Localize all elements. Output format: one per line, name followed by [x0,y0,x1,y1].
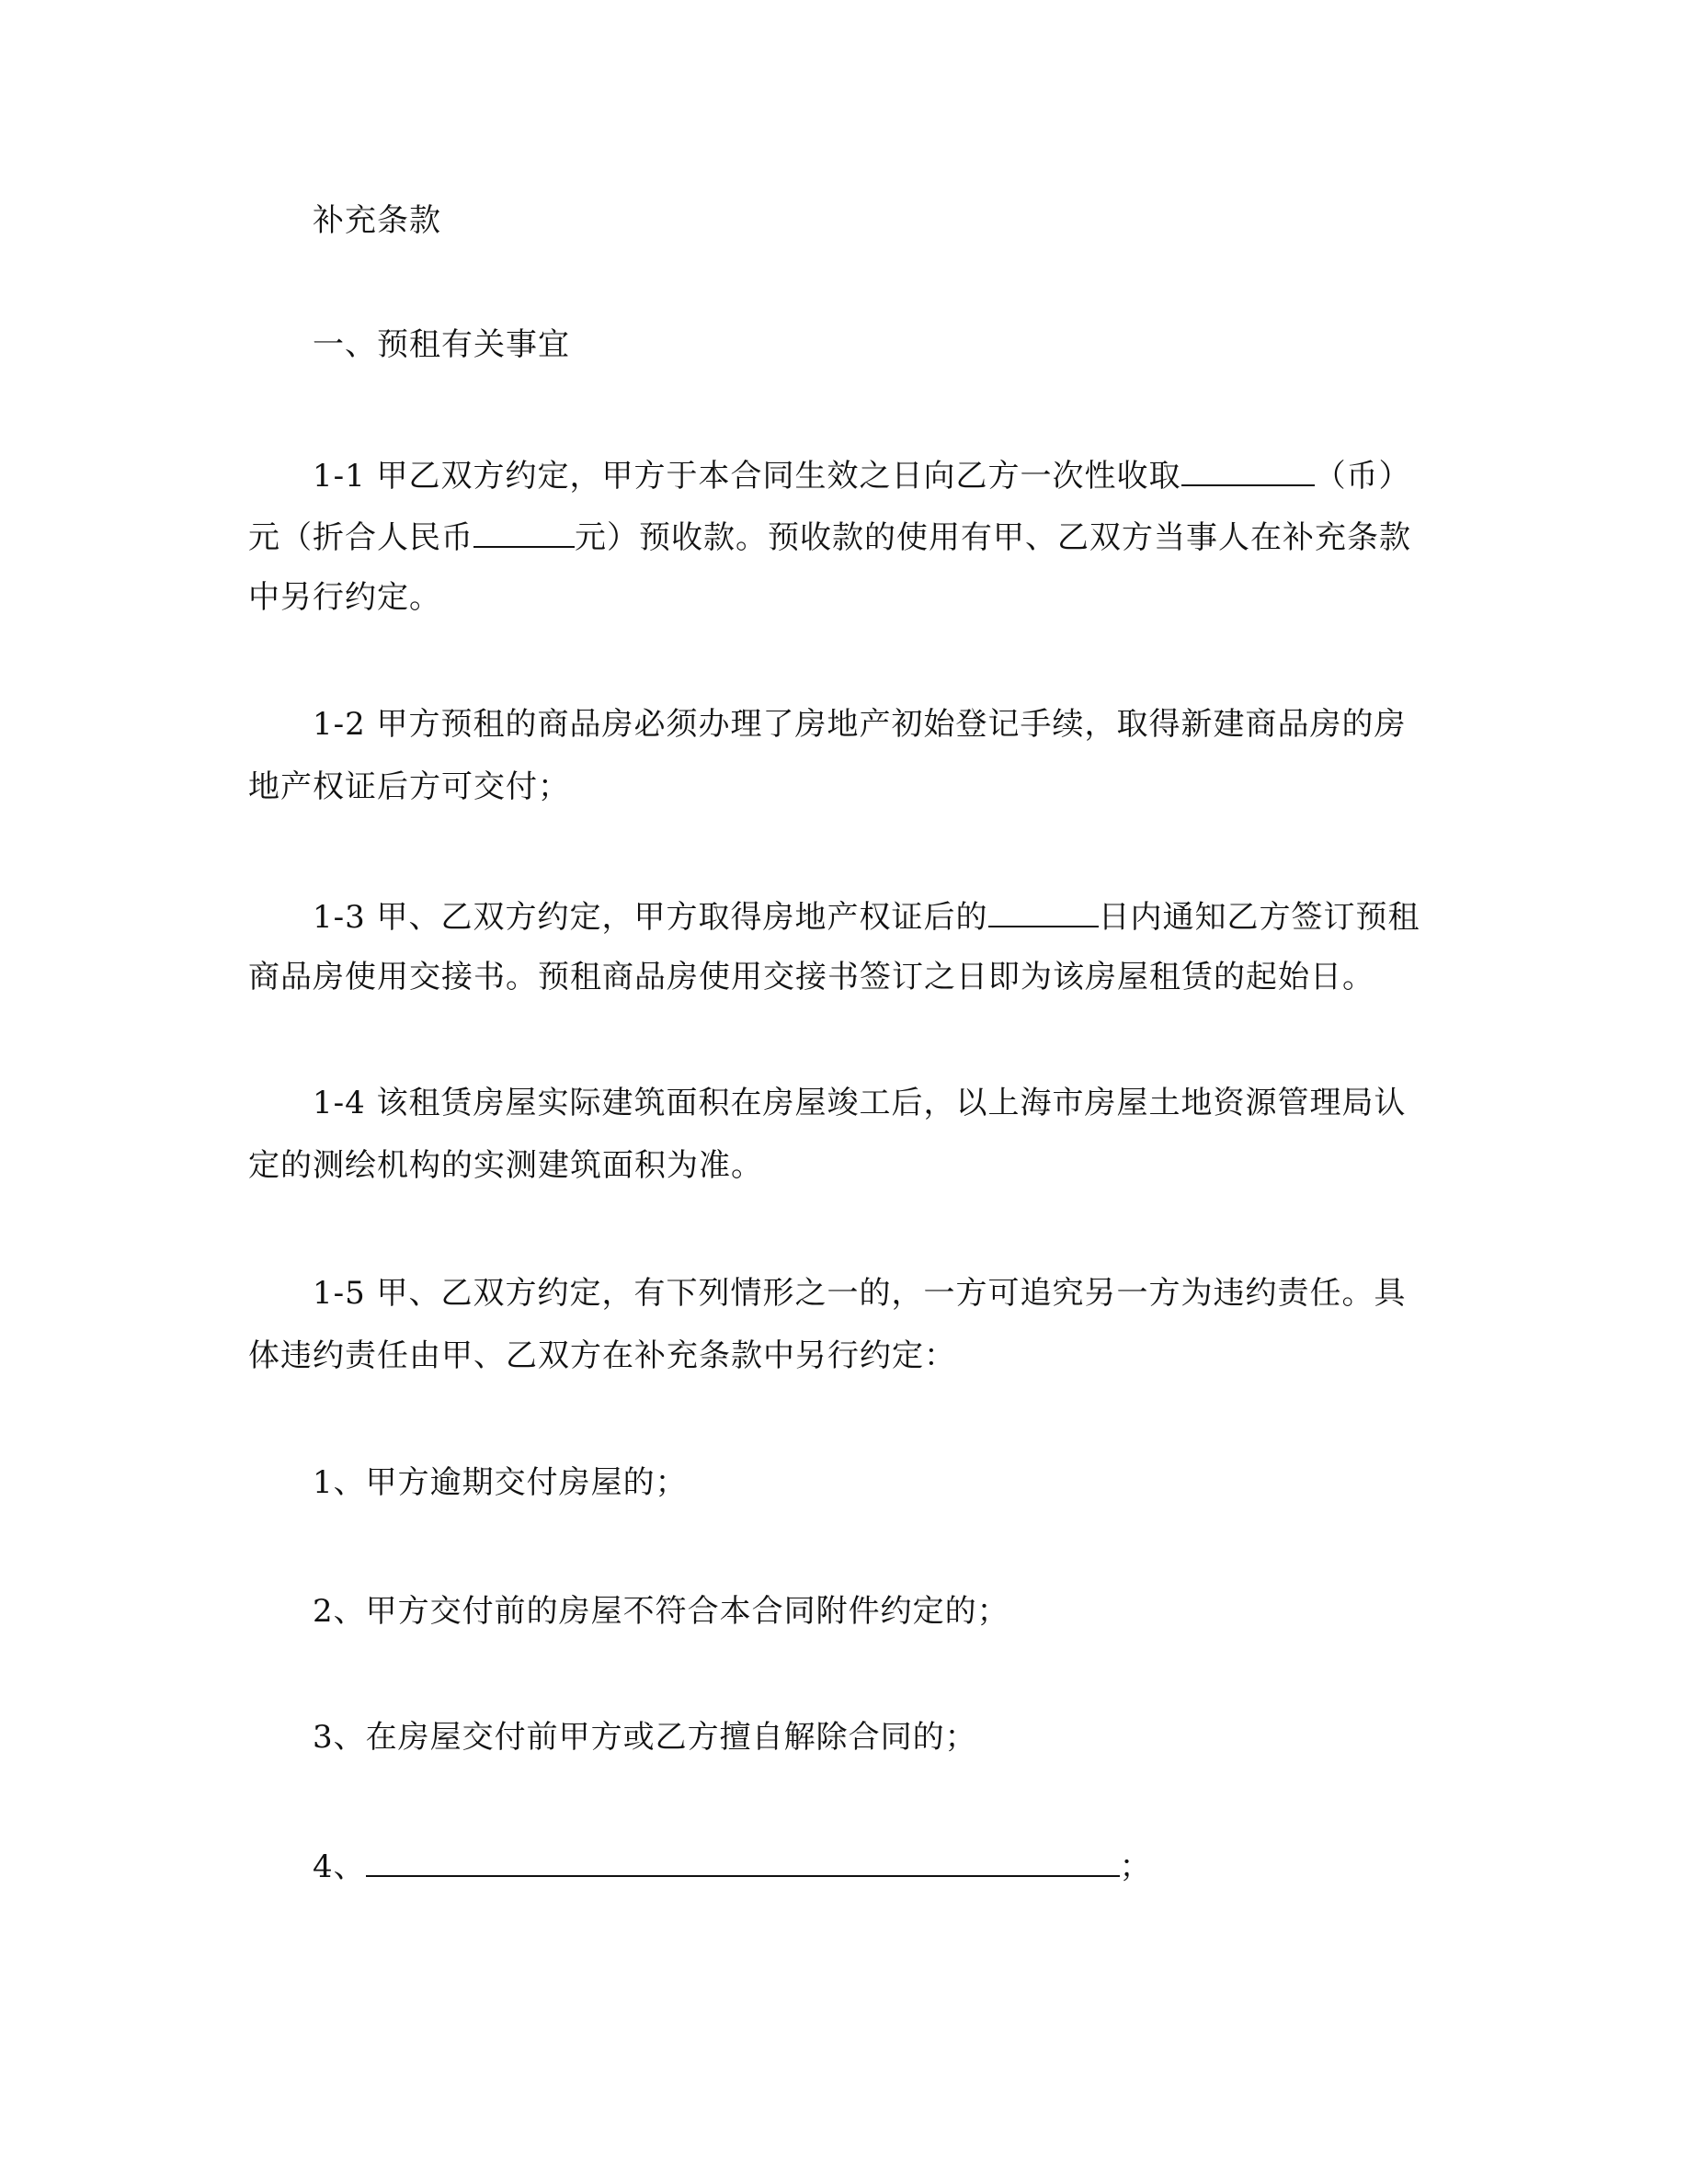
section-heading-1: 一、预租有关事宜 [313,326,570,363]
blank-field[interactable] [366,1846,1120,1877]
clause-1-1-line-3: 中另行约定。 [248,579,441,616]
document-title: 补充条款 [313,202,441,239]
clause-1-3-line-2: 商品房使用交接书。预租商品房使用交接书签订之日即为该房屋租赁的起始日。 [248,959,1374,995]
clause-1-2-line-2: 地产权证后方可交付； [248,768,570,805]
clause-1-4-line-1: 1-4 该租赁房屋实际建筑面积在房屋竣工后，以上海市房屋土地资源管理局认 [313,1085,1407,1121]
clause-1-3-line-1: 1-3 甲、乙双方约定，甲方取得房地产权证后的 日内通知乙方签订预租 [313,896,1420,936]
clause-1-2-line-1: 1-2 甲方预租的商品房必须办理了房地产初始登记手续，取得新建商品房的房 [313,706,1407,743]
list-item: 2、甲方交付前的房屋不符合本合同附件约定的； [313,1593,1009,1630]
blank-field[interactable] [988,896,1099,927]
clause-1-1-line-1: 1-1 甲乙双方约定，甲方于本合同生效之日向乙方一次性收取 （币） [313,455,1411,495]
blank-field[interactable] [1181,455,1315,486]
blank-field[interactable] [473,517,575,548]
list-item: 1、甲方逾期交付房屋的； [313,1464,688,1501]
clause-1-5-line-2: 体违约责任由甲、乙双方在补充条款中另行约定： [248,1337,956,1374]
list-item: 3、在房屋交付前甲方或乙方擅自解除合同的； [313,1719,977,1756]
clause-1-4-line-2: 定的测绘机构的实测建筑面积为准。 [248,1147,763,1184]
clause-1-5-line-1: 1-5 甲、乙双方约定，有下列情形之一的，一方可追究另一方为违约责任。具 [313,1275,1407,1312]
list-item: 4、 ； [313,1846,1152,1885]
clause-1-1-line-2: 元（折合人民币 元）预收款。预收款的使用有甲、乙双方当事人在补充条款 [248,517,1411,556]
